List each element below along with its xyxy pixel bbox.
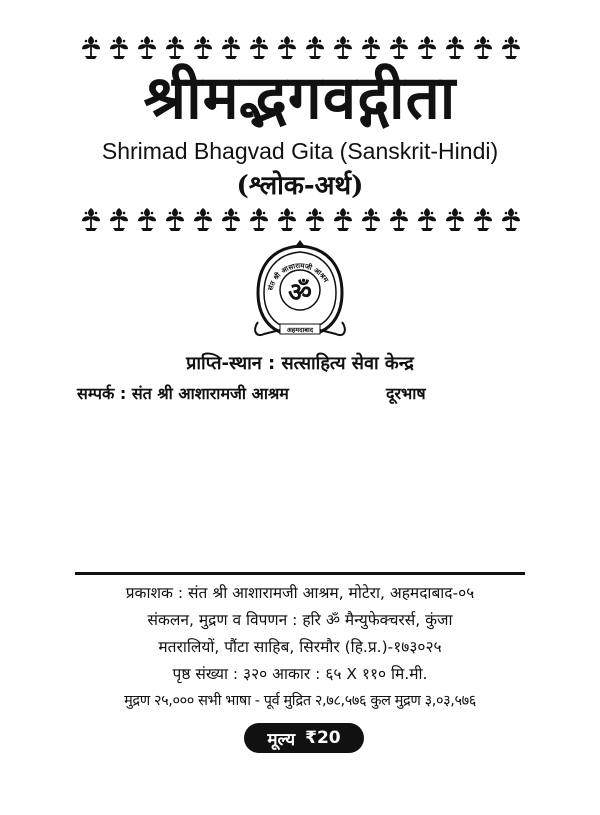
ornament-border-bottom [80, 206, 522, 232]
floral-ornament-icon [248, 206, 270, 232]
floral-ornament-icon [192, 206, 214, 232]
floral-ornament-icon [388, 206, 410, 232]
floral-ornament-icon [472, 34, 494, 60]
floral-ornament-icon [164, 206, 186, 232]
availability-line: प्राप्ति-स्थान : सत्साहित्य सेवा केन्द्र [186, 353, 414, 374]
floral-ornament-icon [360, 206, 382, 232]
floral-ornament-icon [136, 34, 158, 60]
floral-ornament-icon [80, 34, 102, 60]
ornament-border-top [80, 34, 522, 60]
floral-ornament-icon [276, 206, 298, 232]
floral-ornament-icon [360, 34, 382, 60]
page-count-line: पृष्ठ संख्या : ३२० आकार : ६५ X ११० मि.मी. [172, 665, 428, 683]
logo-bottom-text: अहमदाबाद [286, 326, 314, 334]
floral-ornament-icon [164, 34, 186, 60]
floral-ornament-icon [500, 206, 522, 232]
book-title: श्रीमद्भगवद्गीता [143, 63, 457, 133]
book-subtitle-hindi: (श्लोक-अर्थ) [236, 171, 364, 201]
floral-ornament-icon [332, 206, 354, 232]
logo-om-glyph: ॐ [288, 278, 312, 308]
floral-ornament-icon [276, 34, 298, 60]
publisher-line: प्रकाशक : संत श्री आशारामजी आश्रम, मोटेरा, अहमदाबाद-०५ [125, 584, 475, 602]
price-label: मूल्य [267, 729, 296, 750]
floral-ornament-icon [108, 34, 130, 60]
floral-ornament-icon [108, 206, 130, 232]
location-line: मतरालियों, पौंटा साहिब, सिरमौर (हि.प्र.)-१७३०२५ [158, 638, 442, 656]
floral-ornament-icon [304, 34, 326, 60]
floral-ornament-icon [472, 206, 494, 232]
floral-ornament-icon [444, 206, 466, 232]
floral-ornament-icon [304, 206, 326, 232]
price-value: ₹20 [305, 728, 341, 748]
floral-ornament-icon [332, 34, 354, 60]
floral-ornament-icon [80, 206, 102, 232]
contact-line: सम्पर्क : संत श्री आशारामजी आश्रम [77, 384, 289, 403]
price-badge [244, 723, 364, 753]
floral-ornament-icon [248, 34, 270, 60]
floral-ornament-icon [416, 34, 438, 60]
divider-rule [75, 572, 525, 575]
floral-ornament-icon [192, 34, 214, 60]
floral-ornament-icon [136, 206, 158, 232]
compilation-line: संकलन, मुद्रण व विपणन : हरि ॐ मैन्युफेक्चरर्स, कुंजा [147, 611, 453, 629]
floral-ornament-icon [220, 206, 242, 232]
book-subtitle: Shrimad Bhagvad Gita (Sanskrit-Hindi) [101, 138, 499, 164]
floral-ornament-icon [388, 34, 410, 60]
phone-label: दूरभाष [386, 384, 426, 403]
floral-ornament-icon [416, 206, 438, 232]
print-run-line: मुद्रण २५,००० सभी भाषा - पूर्व मुद्रित २,७८,५७६ कुल मुद्रण ३,०३,५७६ [124, 693, 476, 709]
floral-ornament-icon [220, 34, 242, 60]
ashram-om-emblem-icon [250, 238, 350, 343]
floral-ornament-icon [500, 34, 522, 60]
floral-ornament-icon [444, 34, 466, 60]
logo-ring-text: संत श्री आसारामजी आश्रम [266, 261, 330, 292]
